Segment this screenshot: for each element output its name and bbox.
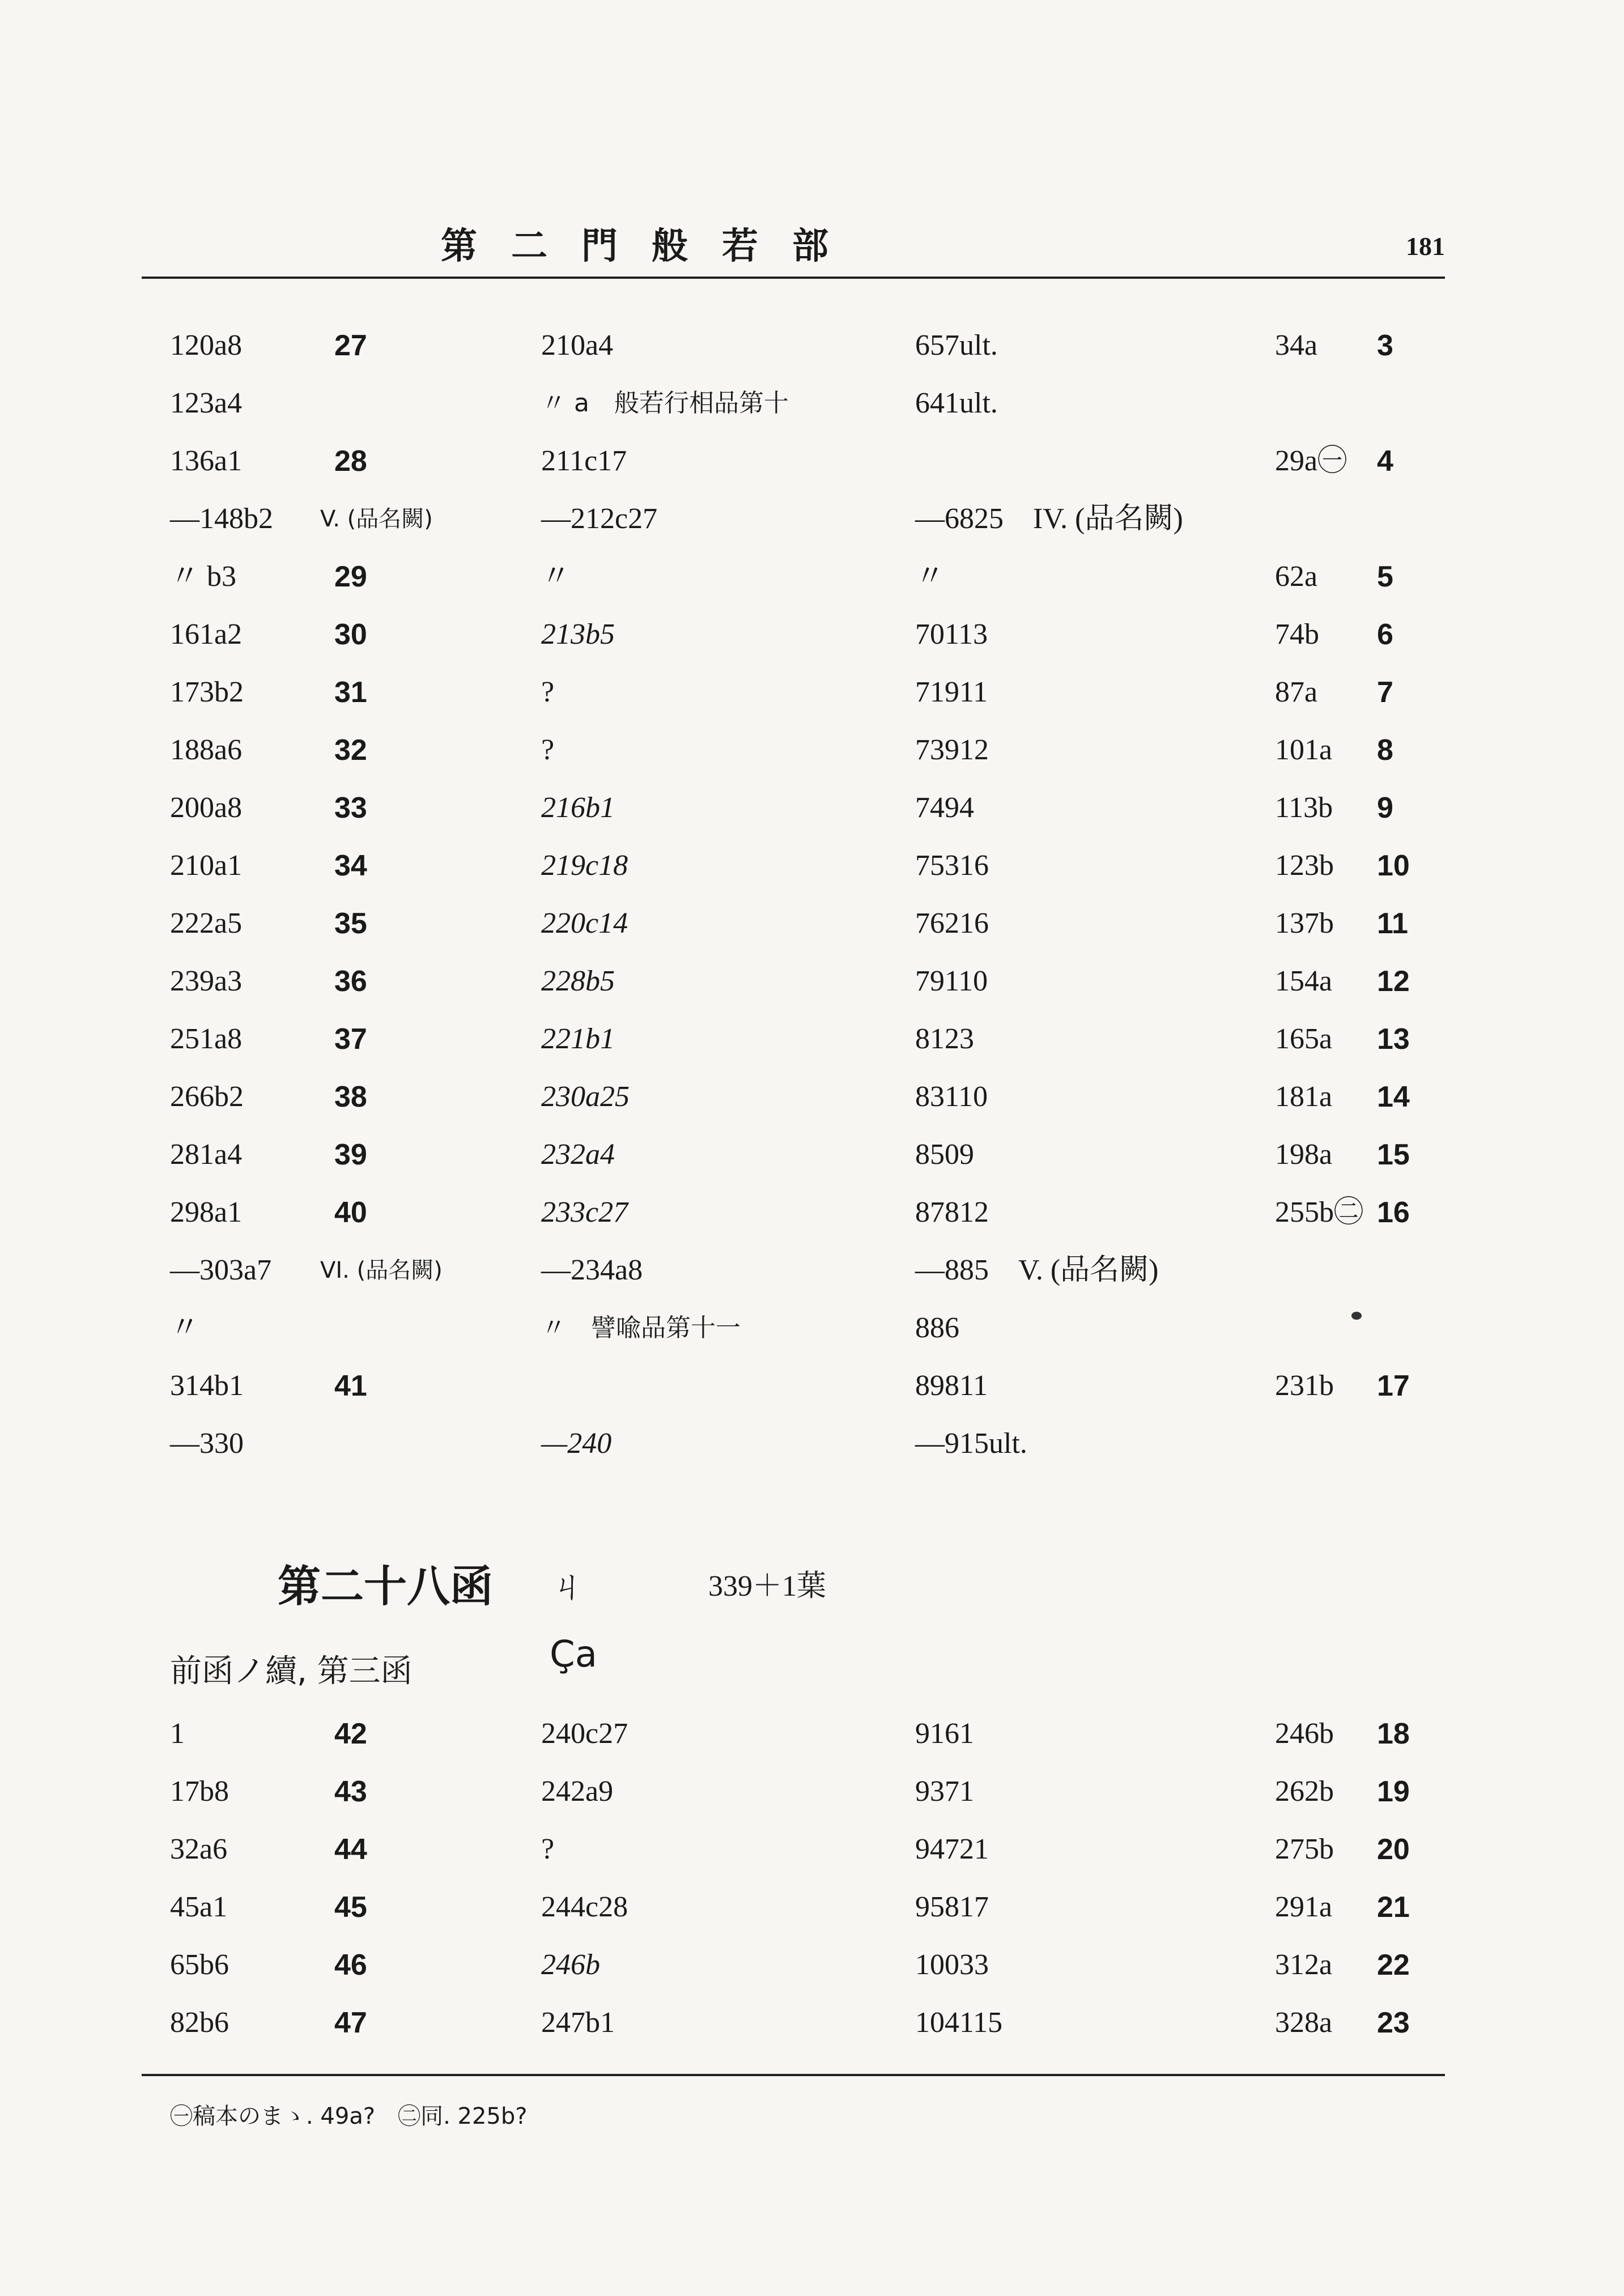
section-continuation: 前函ノ續, 第三函 (170, 1653, 413, 1690)
cell-folio: 94721 (915, 1833, 989, 1865)
cell-folio: 219c18 (541, 849, 628, 882)
page-title: 第二門般若部 (441, 226, 862, 267)
cell-number: 4 (1377, 445, 1393, 478)
cell-note: V. (品名闕) (320, 506, 433, 532)
cell-folio: —148b2 (170, 503, 273, 535)
cell-folio: —240 (541, 1427, 612, 1460)
cell-number: 15 (1377, 1138, 1410, 1171)
cell-folio: 641ult. (915, 387, 998, 419)
cell-folio: 9371 (915, 1775, 974, 1808)
cell-number: 19 (1377, 1775, 1410, 1808)
cell-folio: 104115 (915, 2006, 1003, 2039)
table-row (0, 722, 1624, 779)
cell-folio: —6825 IV. (品名闕) (915, 503, 1183, 535)
cell-folio: 1 (170, 1717, 185, 1750)
cell-folio: 29a㊀ (1275, 445, 1347, 477)
cell-folio: 220c14 (541, 907, 628, 939)
cell-folio: 89811 (915, 1370, 988, 1402)
cell-folio: 45a1 (170, 1891, 228, 1923)
cell-number: 46 (334, 1949, 367, 1982)
cell-folio: 240c27 (541, 1717, 628, 1750)
table-row (0, 1358, 1624, 1414)
cell-folio: 〃 b3 (170, 560, 237, 593)
ink-speck (1351, 1312, 1362, 1320)
cell-folio: 210a4 (541, 329, 614, 362)
cell-folio: 62a (1275, 560, 1318, 593)
table-row (0, 549, 1624, 605)
cell-folio: 275b (1275, 1833, 1334, 1865)
cell-folio: 165a (1275, 1023, 1333, 1055)
cell-folio: ? (541, 676, 555, 708)
cell-folio: 200a8 (170, 792, 243, 824)
cell-folio: —303a7 (170, 1254, 272, 1286)
cell-folio: 76216 (915, 907, 989, 939)
cell-number: 27 (334, 329, 367, 362)
cell-number: 30 (334, 618, 367, 651)
table-row (0, 1879, 1624, 1936)
cell-number: 9 (1377, 792, 1393, 824)
cell-folio: 123a4 (170, 387, 243, 419)
cell-folio: —234a8 (541, 1254, 643, 1286)
table-row (0, 433, 1624, 490)
cell-folio: 242a9 (541, 1775, 614, 1808)
table-row (0, 1069, 1624, 1125)
table-row (0, 1763, 1624, 1820)
cell-number: 20 (1377, 1833, 1410, 1866)
cell-folio: 244c28 (541, 1891, 628, 1923)
cell-folio: 〃 (541, 560, 571, 593)
table-row (0, 780, 1624, 836)
cell-folio: 181a (1275, 1081, 1333, 1113)
cell-number: 17 (1377, 1370, 1410, 1402)
cell-folio: 87812 (915, 1196, 989, 1228)
cell-folio: 228b5 (541, 965, 615, 997)
cell-folio: 8509 (915, 1138, 974, 1171)
cell-folio: 〃 (170, 1312, 200, 1344)
cell-folio: 123b (1275, 849, 1334, 882)
cell-folio: 216b1 (541, 792, 615, 824)
table-row (0, 1011, 1624, 1068)
cell-number: 12 (1377, 965, 1410, 998)
cell-number: 22 (1377, 1949, 1410, 1982)
cell-number: 18 (1377, 1717, 1410, 1750)
table-row (0, 1706, 1624, 1762)
cell-folio: 262b (1275, 1775, 1334, 1808)
cell-number: 39 (334, 1138, 367, 1171)
cell-folio: 137b (1275, 907, 1334, 939)
cell-folio: 75316 (915, 849, 989, 882)
cell-number: 47 (334, 2006, 367, 2039)
cell-folio: 74b (1275, 618, 1319, 650)
cell-number: 43 (334, 1775, 367, 1808)
cell-folio: 314b1 (170, 1370, 244, 1402)
cell-folio: 101a (1275, 734, 1333, 766)
page-header (142, 215, 1445, 278)
cell-folio: 79110 (915, 965, 988, 997)
footnote: ㊀稿本のまゝ. 49a? ㊁同. 225b? (170, 2103, 528, 2129)
cell-number: 32 (334, 734, 367, 767)
cell-number: 42 (334, 1717, 367, 1750)
cell-folio: 188a6 (170, 734, 243, 766)
cell-folio: 9161 (915, 1717, 974, 1750)
table-row (0, 895, 1624, 952)
cell-folio: 221b1 (541, 1023, 615, 1055)
cell-folio: 136a1 (170, 445, 243, 477)
cell-folio: 266b2 (170, 1081, 244, 1113)
cell-folio: 312a (1275, 1949, 1333, 1981)
cell-folio: 255b㊁ (1275, 1196, 1364, 1228)
table-row (0, 1184, 1624, 1241)
cell-number: 40 (334, 1196, 367, 1229)
cell-folio: —330 (170, 1427, 244, 1460)
cell-number: 31 (334, 676, 367, 709)
cell-folio: 231b (1275, 1370, 1334, 1402)
cell-number: 37 (334, 1023, 367, 1056)
table-row (0, 953, 1624, 1010)
cell-number: 23 (1377, 2006, 1410, 2039)
cell-number: 10 (1377, 849, 1410, 882)
cell-folio: 246b (1275, 1717, 1334, 1750)
cell-number: 5 (1377, 560, 1393, 593)
cell-number: 41 (334, 1370, 367, 1402)
section-leaves: 339＋1葉 (708, 1570, 827, 1602)
table-row (0, 837, 1624, 894)
cell-number: 8 (1377, 734, 1393, 767)
cell-folio: 〃 (915, 560, 945, 593)
cell-folio: —212c27 (541, 503, 658, 535)
table-row (0, 664, 1624, 721)
cell-folio: 〃 譬喩品第十一 (541, 1313, 741, 1342)
cell-number: 45 (334, 1891, 367, 1924)
cell-number: 21 (1377, 1891, 1410, 1924)
table-row (0, 1415, 1624, 1472)
cell-folio: 657ult. (915, 329, 998, 362)
cell-folio: 8123 (915, 1023, 974, 1055)
cell-number: 28 (334, 445, 367, 478)
cell-folio: 281a4 (170, 1138, 243, 1171)
table-row (0, 491, 1624, 547)
table-row (0, 317, 1624, 374)
cell-folio: —885 V. (品名闕) (915, 1254, 1159, 1286)
cell-folio: 71911 (915, 676, 988, 708)
cell-folio: 251a8 (170, 1023, 243, 1055)
cell-folio: 70113 (915, 618, 988, 650)
section-script: ㄐ Ça (550, 1566, 597, 1676)
header-rule (142, 277, 1445, 279)
cell-folio: 83110 (915, 1081, 988, 1113)
table-row (0, 606, 1624, 663)
table-row (0, 1937, 1624, 1993)
cell-folio: 161a2 (170, 618, 243, 650)
cell-folio: 298a1 (170, 1196, 243, 1228)
cell-folio: 233c27 (541, 1196, 628, 1228)
cell-number: 35 (334, 907, 367, 940)
cell-number: 29 (334, 560, 367, 593)
table-row (0, 1300, 1624, 1357)
cell-number: 44 (334, 1833, 367, 1866)
cell-number: 13 (1377, 1023, 1410, 1056)
cell-folio: 10033 (915, 1949, 989, 1981)
table-row (0, 375, 1624, 432)
footnote-rule (142, 2074, 1445, 2076)
cell-folio: 120a8 (170, 329, 243, 362)
cell-folio: 246b (541, 1949, 600, 1981)
section-title: 第二十八函 (278, 1561, 493, 1612)
cell-number: 36 (334, 965, 367, 998)
table-row (0, 1242, 1624, 1299)
cell-folio: 173b2 (170, 676, 244, 708)
table-row (0, 1821, 1624, 1878)
cell-number: 34 (334, 849, 367, 882)
cell-folio: 7494 (915, 792, 974, 824)
cell-folio: —915ult. (915, 1427, 1027, 1460)
cell-folio: 154a (1275, 965, 1333, 997)
table-row (0, 1995, 1624, 2051)
table-row (0, 1126, 1624, 1183)
cell-number: 6 (1377, 618, 1393, 651)
cell-number: 16 (1377, 1196, 1410, 1229)
cell-number: 38 (334, 1081, 367, 1113)
cell-folio: 〃 a 般若行相品第十 (541, 389, 789, 418)
cell-folio: 82b6 (170, 2006, 229, 2039)
section-heading (278, 1553, 827, 1676)
cell-number: 3 (1377, 329, 1393, 362)
cell-folio: 87a (1275, 676, 1318, 708)
cell-folio: 210a1 (170, 849, 243, 882)
cell-folio: 113b (1275, 792, 1333, 824)
cell-folio: ? (541, 734, 555, 766)
cell-folio: 65b6 (170, 1949, 229, 1981)
cell-folio: ? (541, 1833, 555, 1865)
cell-folio: 886 (915, 1312, 959, 1344)
cell-folio: 17b8 (170, 1775, 229, 1808)
cell-folio: 213b5 (541, 618, 615, 650)
page-number: 181 (1406, 232, 1445, 261)
cell-folio: 328a (1275, 2006, 1333, 2039)
cell-folio: 247b1 (541, 2006, 615, 2039)
cell-folio: 222a5 (170, 907, 243, 939)
cell-folio: 73912 (915, 734, 989, 766)
cell-note: VI. (品名闕) (320, 1257, 443, 1283)
cell-number: 14 (1377, 1081, 1410, 1113)
cell-number: 33 (334, 792, 367, 824)
cell-number: 7 (1377, 676, 1393, 709)
cell-folio: 291a (1275, 1891, 1333, 1923)
cell-folio: 32a6 (170, 1833, 228, 1865)
cell-number: 11 (1377, 907, 1408, 940)
cell-folio: 95817 (915, 1891, 989, 1923)
cell-folio: 239a3 (170, 965, 243, 997)
cell-folio: 211c17 (541, 445, 627, 477)
cell-folio: 34a (1275, 329, 1318, 362)
cell-folio: 232a4 (541, 1138, 615, 1171)
cell-folio: 198a (1275, 1138, 1333, 1171)
cell-folio: 230a25 (541, 1081, 630, 1113)
